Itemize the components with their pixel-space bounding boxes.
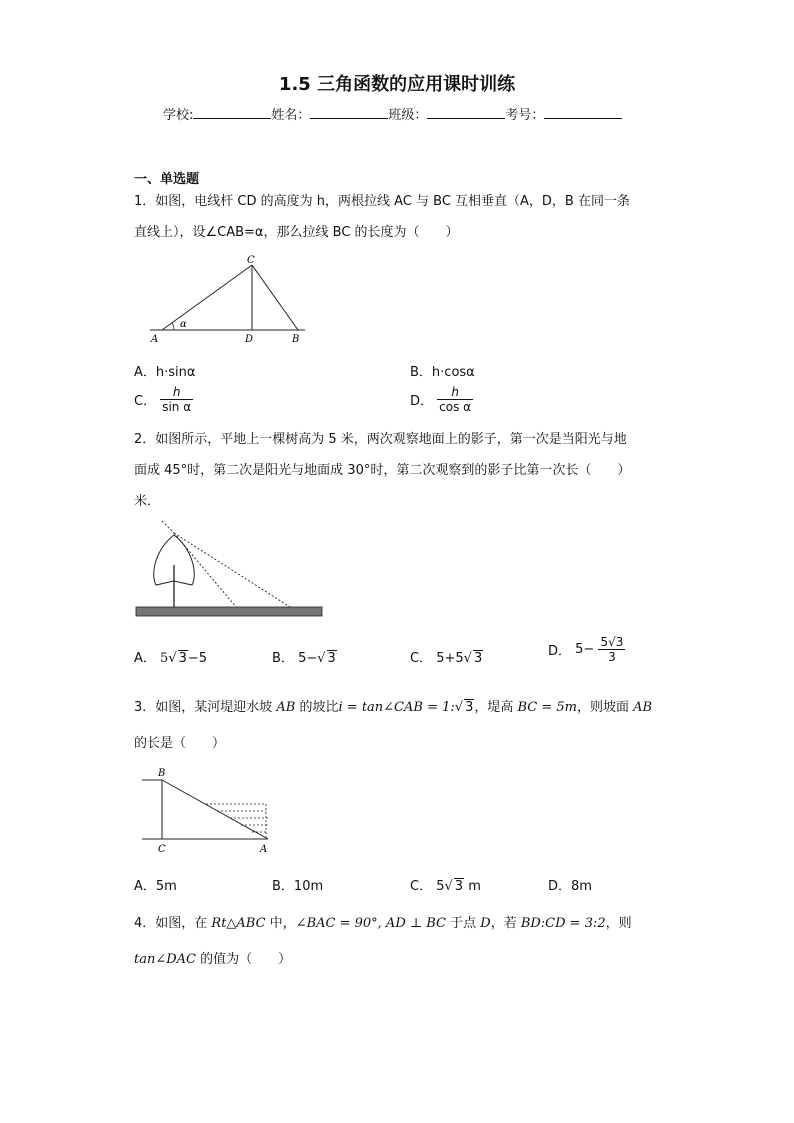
q3-line2: 的长是（ ） [134, 736, 226, 751]
q4-text-mid2: 于点 [445, 916, 481, 931]
q2-option-a-radicand: 3 [178, 651, 187, 666]
q2-line2: 面成 45°时，第二次是阳光与地面成 30°时，第二次观察到的影子比第一次长（ ） [134, 463, 631, 478]
q3-figure [140, 764, 280, 856]
q1-line2: 直线上），设∠CAB=α，那么拉线 BC 的长度为（ ） [134, 225, 459, 240]
q3-label-b: B [158, 768, 166, 779]
q4-line2 [134, 942, 679, 978]
q3-bc: BC = 5m [517, 700, 577, 715]
q3-option-a[interactable]: A．5m [134, 879, 177, 894]
class-label: 班级： [388, 108, 428, 123]
q4-text-mid3: ，若 [490, 916, 521, 931]
name-label: 姓名： [271, 108, 311, 123]
q2-option-d-fraction [598, 635, 625, 664]
q2-option-c-label: C． [410, 651, 433, 666]
q3-option-c-post: m [464, 879, 481, 894]
q2-option-b-pre: 5− [298, 651, 318, 666]
q4-ratio: BD:CD = 3:2 [520, 916, 606, 931]
q1-label-d: D [245, 334, 254, 345]
q1-option-d-numerator: h [437, 385, 473, 400]
q3-ab: AB [276, 700, 296, 715]
q2-line3: 米． [134, 494, 161, 509]
q2-figure [134, 515, 326, 625]
q4-text-post: ，则 [605, 916, 632, 931]
q3-ratio-radicand: 3 [465, 700, 474, 715]
q2-option-a[interactable]: A． 5√ 3−5 [134, 651, 208, 666]
q3-label-a: A [260, 844, 268, 855]
q2-option-d[interactable] [548, 635, 625, 664]
q1-option-c-numerator: h [160, 385, 193, 400]
name-blank[interactable] [310, 106, 388, 119]
q2-line1: 2．如图所示，平地上一棵树高为 5 米，两次观察地面上的影子，第一次是当阳光与地 [134, 432, 627, 447]
q4-expression: tan∠DAC [134, 952, 196, 967]
q1-label-alpha: α [180, 319, 187, 330]
q3-label-c: C [158, 844, 166, 855]
q2-option-b[interactable]: B． 5−√ 3 [272, 651, 336, 666]
q2-option-b-label: B． [272, 651, 294, 666]
q4-line1 [134, 906, 679, 942]
q3-ab-2: AB [633, 700, 653, 715]
q2-option-a-pre: 5 [160, 651, 169, 666]
q1-label-c: C [247, 255, 255, 266]
q3-option-c[interactable]: C． 5√ 3 m [410, 879, 481, 894]
question-2 [134, 424, 679, 517]
q3-ratio: i = tan∠CAB = 1: [338, 700, 455, 715]
q1-option-d-label: D． [410, 394, 434, 409]
q3-text-mid: 的坡比 [295, 700, 339, 715]
q3-line1: 3．如图，某河堤迎水坡 AB 的坡比i = tan∠CAB = 1:√ 3，堤高 BC = 5m，则坡面 AB [134, 700, 653, 715]
q4-condition: ∠BAC = 90°, AD ⊥ BC [295, 916, 446, 931]
q1-option-d[interactable] [410, 385, 473, 414]
student-info-line [163, 104, 622, 123]
q3-option-c-pre: 5 [436, 879, 445, 894]
q3-option-d[interactable]: D．8m [548, 879, 592, 894]
q3-option-c-label: C． [410, 879, 433, 894]
q2-option-d-label: D． [548, 644, 572, 659]
q1-option-c-label: C． [134, 394, 157, 409]
q1-option-c-denominator: sin α [162, 400, 192, 414]
q1-option-c[interactable] [134, 385, 193, 414]
q1-line1: 1．如图，电线杆 CD 的高度为 h，两根拉线 AC 与 BC 互相垂直（A，D，B 在同一条 [134, 194, 630, 209]
school-blank[interactable] [193, 106, 271, 119]
q2-option-b-radicand: 3 [327, 651, 336, 666]
q1-option-d-denominator: cos α [439, 400, 472, 414]
q2-option-a-label: A． [134, 651, 156, 666]
q2-option-d-numerator: 5√3 [600, 635, 624, 649]
school-label: 学校: [163, 108, 194, 123]
q2-option-c-radicand: 3 [473, 651, 483, 666]
q1-option-c-fraction [160, 385, 193, 414]
q1-figure [140, 252, 310, 347]
q1-option-b[interactable]: B．h·cosα [410, 365, 475, 380]
q2-option-a-post: −5 [187, 651, 208, 666]
q1-option-a[interactable]: A．h·sinα [134, 365, 196, 380]
q2-option-c[interactable]: C． 5+5√ 3 [410, 651, 483, 666]
question-3 [134, 690, 679, 762]
q1-label-a: A [151, 334, 159, 345]
question-4 [134, 906, 679, 978]
q4-text-pre: 4．如图，在 [134, 916, 212, 931]
q2-option-d-denominator: 3 [608, 650, 616, 664]
q1-option-d-fraction [437, 385, 473, 414]
q4-point-d: D [480, 916, 491, 931]
exam-no-label: 考号： [505, 108, 545, 123]
section-heading: 一、单选题 [134, 172, 200, 187]
q3-option-c-radicand: 3 [454, 879, 464, 894]
q2-option-c-pre: 5+5 [436, 651, 464, 666]
page-title: 1.5 三角函数的应用课时训练 [278, 74, 516, 95]
q1-label-b: B [292, 334, 300, 345]
q4-text-mid: 中， [265, 916, 296, 931]
q3-text-pre: 3．如图，某河堤迎水坡 [134, 700, 277, 715]
q4-text-line2-post: 的值为（ ） [196, 952, 292, 967]
exam-no-blank[interactable] [544, 106, 622, 119]
question-1 [134, 186, 674, 248]
class-blank[interactable] [427, 106, 505, 119]
q3-text-post: ，则坡面 [576, 700, 634, 715]
q3-option-b[interactable]: B．10m [272, 879, 324, 894]
q4-triangle: Rt△ABC [211, 916, 266, 931]
q2-option-d-pre: 5− [575, 642, 595, 657]
q3-text-mid2: ，堤高 [474, 700, 518, 715]
